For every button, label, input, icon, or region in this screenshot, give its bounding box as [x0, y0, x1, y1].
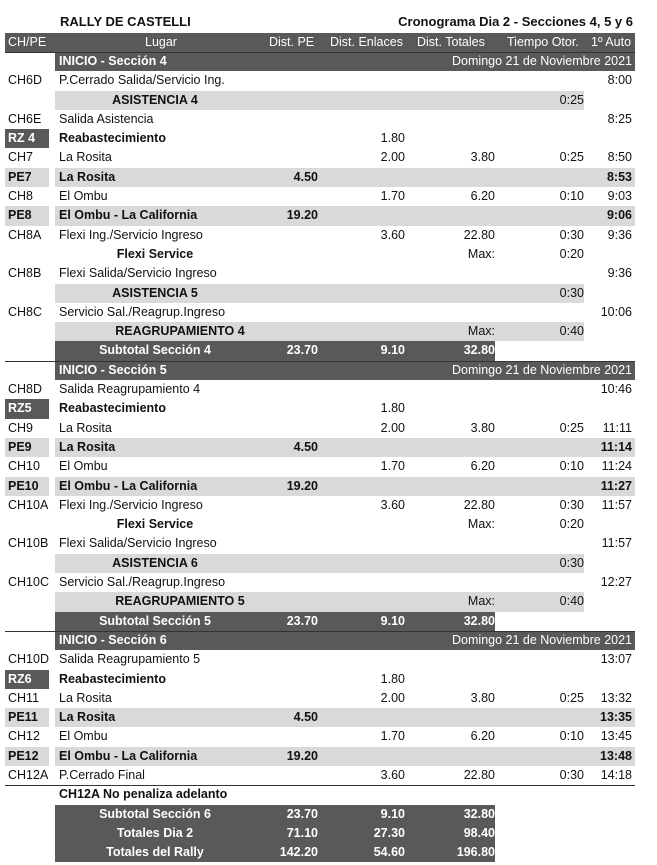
- ch-code: CH10B: [8, 536, 49, 551]
- table-row-flexi: [5, 515, 635, 534]
- subtotal-dist-enlaces: 9.10: [380, 613, 405, 628]
- table-row-ch: [5, 264, 635, 283]
- place-name: El Ombu: [59, 189, 108, 204]
- service-time: 0:40: [559, 324, 584, 339]
- dist-enlaces-value: 1.70: [380, 189, 405, 204]
- dist-totales-value: 22.80: [463, 767, 495, 782]
- primer-auto-time: 9:03: [607, 189, 632, 204]
- tiempo-otor-value: 0:25: [559, 150, 584, 165]
- assistance-label: ASISTENCIA 5: [112, 285, 198, 300]
- ch-code: CH8: [8, 189, 34, 204]
- table-header: [5, 33, 635, 52]
- stage-name: La Rosita: [59, 439, 116, 454]
- subtotal-dist-enlaces: 9.10: [380, 343, 405, 358]
- ch-code: CH8C: [8, 304, 43, 319]
- table-row-section: [5, 631, 635, 650]
- stage-code: PE11: [8, 710, 38, 725]
- subtotal-dist-enlaces: 9.10: [380, 806, 405, 821]
- table-row-section: [5, 52, 635, 71]
- stage-name: La Rosita: [59, 169, 116, 184]
- table-row-ch: [5, 766, 635, 785]
- primer-auto-time: 13:45: [600, 729, 632, 744]
- place-name: Salida Asistencia: [59, 111, 154, 126]
- subtotal-label: Subtotal Sección 5: [99, 613, 211, 628]
- primer-auto-time: 11:24: [601, 459, 632, 474]
- place-name: Salida Reagrupamiento 5: [59, 652, 201, 667]
- table-row-ch: [5, 573, 635, 592]
- primer-auto-time: 12:27: [600, 575, 632, 590]
- table-row-ch: [5, 727, 635, 746]
- header-lugar: Lugar: [145, 35, 177, 49]
- tiempo-otor-value: 0:25: [559, 420, 584, 435]
- assistance-label: ASISTENCIA 6: [112, 555, 198, 570]
- ch-code: CH8D: [8, 382, 43, 397]
- ch-code: CH8A: [8, 227, 42, 242]
- stage-start-time: 13:35: [600, 710, 632, 725]
- table-row-assist: [5, 91, 635, 110]
- table-row-rz: [5, 129, 635, 148]
- header-dist-pe: Dist. PE: [269, 35, 315, 49]
- max-label: Max:: [467, 594, 495, 609]
- stage-band: [55, 438, 635, 457]
- table-row-ch: [5, 71, 635, 90]
- table-row-pe: [5, 168, 635, 187]
- primer-auto-time: 10:06: [600, 304, 632, 319]
- ch-code: CH8B: [8, 266, 42, 281]
- dist-enlaces-value: 2.00: [380, 150, 405, 165]
- ch-code: CH10D: [8, 652, 49, 667]
- regroup-label: REAGRUPAMIENTO 5: [115, 594, 245, 609]
- subtotal-label: Totales del Rally: [106, 845, 204, 860]
- primer-auto-time: 9:36: [607, 227, 632, 242]
- subtotal-dist-pe: 23.70: [286, 343, 318, 358]
- section-title: INICIO - Sección 4: [59, 54, 167, 68]
- stage-start-time: 13:48: [600, 748, 632, 763]
- table-row-flexi: [5, 245, 635, 264]
- dist-totales-value: 3.80: [470, 150, 495, 165]
- ch-code: CH12A: [8, 767, 49, 782]
- primer-auto-time: 9:36: [607, 266, 632, 281]
- stage-start-time: 11:14: [600, 439, 632, 454]
- stage-distance: 4.50: [293, 169, 318, 184]
- primer-auto-time: 11:11: [602, 420, 632, 435]
- ch-code: CH6E: [8, 111, 42, 126]
- table-row-ch: [5, 650, 635, 669]
- table-row-section: [5, 361, 635, 380]
- section-date: Domingo 21 de Noviembre 2021: [452, 54, 632, 68]
- dist-enlaces-value: 3.60: [380, 227, 405, 242]
- primer-auto-time: 11:57: [601, 497, 632, 512]
- primer-auto-time: 11:57: [601, 536, 632, 551]
- place-name: Flexi Ing./Servicio Ingreso: [59, 497, 203, 512]
- stage-code: PE8: [8, 208, 32, 223]
- table-row-pe: [5, 477, 635, 496]
- service-time: 0:25: [559, 92, 584, 107]
- stage-start-time: 8:53: [606, 169, 632, 184]
- subtotal-dist-pe: 71.10: [286, 825, 318, 840]
- place-name: Salida Reagrupamiento 4: [59, 382, 201, 397]
- max-label: Max:: [467, 246, 495, 261]
- dist-totales-value: 6.20: [470, 459, 495, 474]
- table-row-ch: [5, 226, 635, 245]
- subtotal-label: Subtotal Sección 4: [99, 343, 211, 358]
- service-time: 0:20: [559, 517, 584, 532]
- ch-code: CH9: [8, 420, 34, 435]
- stage-band: [55, 168, 635, 187]
- dist-totales-value: 3.80: [470, 420, 495, 435]
- subtotal-dist-totales: 98.40: [463, 825, 495, 840]
- table-row-subtotal: [5, 341, 635, 360]
- dist-totales-value: 22.80: [463, 227, 495, 242]
- ch-code: CH7: [8, 150, 34, 165]
- stage-name: El Ombu - La California: [59, 478, 198, 493]
- section-divider: [5, 361, 635, 362]
- tiempo-otor-value: 0:10: [559, 729, 584, 744]
- header-dist-enlaces: Dist. Enlaces: [330, 35, 403, 49]
- dist-totales-value: 22.80: [463, 497, 495, 512]
- dist-enlaces-value: 2.00: [380, 420, 405, 435]
- stage-distance: 4.50: [293, 710, 318, 725]
- dist-enlaces-value: 3.60: [380, 767, 405, 782]
- place-name: Flexi Salida/Servicio Ingreso: [59, 536, 217, 551]
- stage-distance: 19.20: [286, 748, 318, 763]
- ch-code: CH11: [8, 690, 40, 705]
- table-row-assist: [5, 554, 635, 573]
- schedule-table: [5, 52, 635, 862]
- table-row-ch: [5, 419, 635, 438]
- stage-code: PE9: [8, 439, 32, 454]
- stage-name: La Rosita: [59, 710, 116, 725]
- section-title: INICIO - Sección 6: [59, 632, 167, 647]
- table-row-ch: [5, 534, 635, 553]
- regroup-label: REAGRUPAMIENTO 4: [115, 324, 245, 339]
- table-row-ch: [5, 110, 635, 129]
- primer-auto-time: 13:07: [600, 652, 632, 667]
- section-date: Domingo 21 de Noviembre 2021: [452, 632, 632, 647]
- subtotal-dist-totales: 32.80: [463, 806, 495, 821]
- primer-auto-time: 8:50: [607, 150, 632, 165]
- table-row-pe: [5, 747, 635, 766]
- table-row-note: [5, 785, 635, 804]
- tiempo-otor-value: 0:10: [559, 459, 584, 474]
- table-row-ch: [5, 187, 635, 206]
- section-date: Domingo 21 de Noviembre 2021: [452, 362, 632, 377]
- table-row-subtotal: [5, 612, 635, 631]
- tiempo-otor-value: 0:10: [559, 189, 584, 204]
- assistance-label: ASISTENCIA 4: [112, 92, 198, 107]
- table-row-subtotal: [5, 824, 635, 843]
- place-name: Flexi Salida/Servicio Ingreso: [59, 266, 217, 281]
- refuel-name: Reabastecimiento: [59, 671, 166, 686]
- section-divider: [5, 52, 635, 53]
- place-name: Servicio Sal./Reagrup.Ingreso: [59, 575, 226, 590]
- max-label: Max:: [467, 324, 495, 339]
- tiempo-otor-value: 0:30: [559, 497, 584, 512]
- stage-distance: 19.20: [286, 208, 318, 223]
- ch-code: CH10C: [8, 575, 49, 590]
- stage-distance: 4.50: [293, 439, 318, 454]
- ch-code: CH12: [8, 729, 40, 744]
- note-divider: [5, 785, 635, 786]
- dist-enlaces-value: 1.70: [380, 729, 405, 744]
- table-row-pe: [5, 708, 635, 727]
- place-name: Flexi Ing./Servicio Ingreso: [59, 227, 203, 242]
- table-row-ch: [5, 148, 635, 167]
- stage-band: [55, 708, 635, 727]
- stage-start-time: 9:06: [606, 208, 632, 223]
- subtotal-dist-totales: 32.80: [463, 613, 495, 628]
- service-time: 0:30: [559, 555, 584, 570]
- header-dist-totales: Dist. Totales: [417, 35, 485, 49]
- stage-code: PE12: [8, 748, 39, 763]
- header-tiempo-otor: Tiempo Otor.: [507, 35, 579, 49]
- table-row-rz: [5, 670, 635, 689]
- table-row-ch: [5, 496, 635, 515]
- refuel-distance: 1.80: [380, 401, 405, 416]
- refuel-code: RZ 4: [8, 131, 36, 146]
- dist-enlaces-value: 2.00: [380, 690, 405, 705]
- stage-distance: 19.20: [286, 478, 318, 493]
- stage-name: El Ombu - La California: [59, 208, 198, 223]
- service-time: 0:20: [559, 246, 584, 261]
- document-title-bar: [0, 0, 657, 33]
- stage-start-time: 11:27: [600, 478, 632, 493]
- place-name: Servicio Sal./Reagrup.Ingreso: [59, 304, 226, 319]
- stage-name: El Ombu - La California: [59, 748, 198, 763]
- primer-auto-time: 8:00: [607, 73, 632, 88]
- place-name: El Ombu: [59, 459, 108, 474]
- place-name: P.Cerrado Final: [59, 767, 145, 782]
- dist-totales-value: 6.20: [470, 189, 495, 204]
- table-row-rz: [5, 399, 635, 418]
- primer-auto-time: 14:18: [600, 767, 632, 782]
- table-row-ch: [5, 303, 635, 322]
- ch-code: CH10: [8, 459, 40, 474]
- table-row-ch: [5, 689, 635, 708]
- section-title: INICIO - Sección 5: [59, 362, 167, 377]
- primer-auto-time: 10:46: [600, 382, 632, 397]
- table-row-regroup: [5, 322, 635, 341]
- subtotal-dist-totales: 32.80: [463, 343, 495, 358]
- place-name: La Rosita: [59, 150, 112, 165]
- service-time: 0:30: [559, 285, 584, 300]
- header-primer-auto: 1º Auto: [591, 35, 632, 49]
- place-name: La Rosita: [59, 420, 112, 435]
- refuel-distance: 1.80: [380, 131, 405, 146]
- rally-name: RALLY DE CASTELLI: [60, 14, 191, 29]
- table-row-regroup: [5, 592, 635, 611]
- subtotal-label: Subtotal Sección 6: [99, 806, 211, 821]
- service-time: 0:40: [559, 594, 584, 609]
- dist-enlaces-value: 1.70: [380, 459, 405, 474]
- flexi-service-label: Flexi Service: [116, 517, 194, 532]
- primer-auto-time: 13:32: [600, 690, 632, 705]
- stage-code: PE7: [8, 169, 32, 184]
- subtotal-dist-enlaces: 27.30: [373, 825, 405, 840]
- flexi-service-label: Flexi Service: [116, 246, 194, 261]
- tiempo-otor-value: 0:30: [559, 767, 584, 782]
- dist-totales-value: 3.80: [470, 690, 495, 705]
- section-divider: [5, 631, 635, 632]
- table-row-subtotal: [5, 843, 635, 862]
- table-row-pe: [5, 438, 635, 457]
- subtotal-label: Totales Dia 2: [116, 825, 194, 840]
- header-ch-pe: CH/PE: [8, 35, 47, 49]
- place-name: P.Cerrado Salida/Servicio Ing.: [59, 73, 225, 88]
- table-row-assist: [5, 284, 635, 303]
- subtotal-dist-totales: 196.80: [456, 845, 495, 860]
- table-row-ch: [5, 457, 635, 476]
- refuel-code: RZ6: [8, 671, 32, 686]
- ch-code: CH6D: [8, 73, 43, 88]
- primer-auto-time: 8:25: [607, 111, 632, 126]
- table-row-pe: [5, 206, 635, 225]
- subtotal-dist-enlaces: 54.60: [373, 845, 405, 860]
- place-name: El Ombu: [59, 729, 108, 744]
- stage-code: PE10: [8, 478, 39, 493]
- refuel-distance: 1.80: [380, 671, 405, 686]
- tiempo-otor-value: 0:30: [559, 227, 584, 242]
- tiempo-otor-value: 0:25: [559, 690, 584, 705]
- dist-enlaces-value: 3.60: [380, 497, 405, 512]
- table-row-subtotal: [5, 805, 635, 824]
- max-label: Max:: [467, 517, 495, 532]
- schedule-title: Cronograma Dia 2 - Secciones 4, 5 y 6: [398, 14, 633, 29]
- place-name: La Rosita: [59, 690, 112, 705]
- subtotal-dist-pe: 142.20: [279, 845, 318, 860]
- dist-totales-value: 6.20: [470, 729, 495, 744]
- refuel-name: Reabastecimiento: [59, 401, 166, 416]
- subtotal-dist-pe: 23.70: [286, 806, 318, 821]
- refuel-code: RZ5: [8, 401, 32, 416]
- refuel-name: Reabastecimiento: [59, 131, 166, 146]
- note-text: CH12A No penaliza adelanto: [59, 787, 228, 802]
- table-row-ch: [5, 380, 635, 399]
- subtotal-dist-pe: 23.70: [286, 613, 318, 628]
- ch-code: CH10A: [8, 497, 49, 512]
